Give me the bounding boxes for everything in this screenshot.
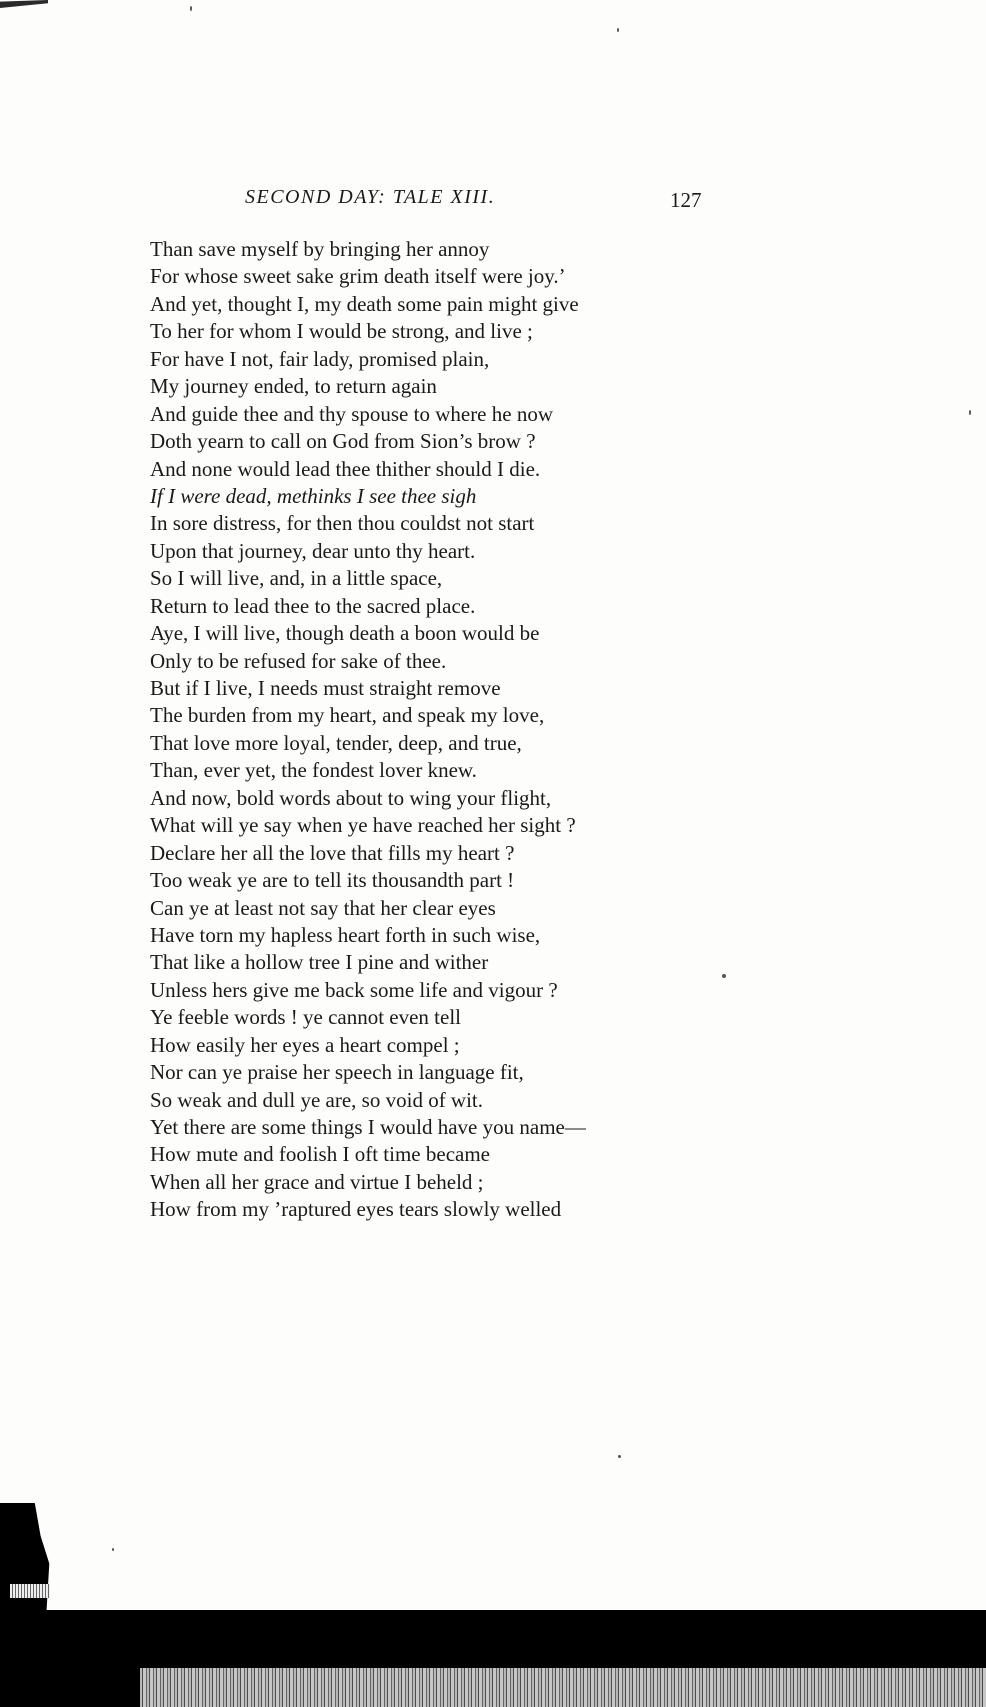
scan-speck [190, 6, 192, 11]
verse-line: Than save myself by bringing her annoy [150, 237, 490, 261]
scan-speck [722, 974, 726, 978]
running-head: SECOND DAY: TALE XIII. [245, 186, 496, 208]
verse-line: That love more loyal, tender, deep, and true, [150, 730, 522, 755]
verse-line: My journey ended, to return again [150, 374, 437, 399]
scan-edge-noise [10, 1584, 50, 1598]
verse-line: And none would lead thee thither should I die. [150, 456, 541, 481]
verse-line: Have torn my hapless heart forth in such wise, [150, 922, 541, 947]
verse-line: For have I not, fair lady, promised plain, [150, 346, 490, 371]
verse-line: Nor can ye praise her speech in language fit, [150, 1060, 524, 1085]
scan-speck [618, 1455, 621, 1458]
verse-line: Yet there are some things I would have you name— [150, 1115, 586, 1139]
verse-line: Too weak ye are to tell its thousandth part ! [150, 868, 515, 893]
scan-speck [112, 1548, 114, 1551]
verse-line: How easily her eyes a heart compel ; [150, 1032, 460, 1057]
verse-line: In sore distress, for then thou couldst not start [150, 511, 535, 536]
verse-line: What will ye say when ye have reached her sight ? [150, 813, 576, 838]
verse-line: The burden from my heart, and speak my love, [150, 703, 545, 728]
verse-line: And guide thee and thy spouse to where he now [150, 401, 553, 426]
verse-line: Unless hers give me back some life and vigour ? [150, 977, 558, 1002]
verse-line: That like a hollow tree I pine and wither [150, 950, 489, 975]
verse-line: How mute and foolish I oft time became [150, 1142, 490, 1167]
page-number: 127 [670, 188, 702, 212]
scan-corner-mark [0, 0, 48, 8]
verse-line: Than, ever yet, the fondest lover knew. [150, 758, 477, 783]
scan-speck [969, 410, 971, 415]
scan-speck [617, 28, 619, 32]
scan-bottom-noise [140, 1668, 986, 1707]
verse-line: And now, bold words about to wing your flight, [150, 785, 552, 810]
verse-line: Declare her all the love that fills my heart ? [150, 840, 515, 865]
verse-line: And yet, thought I, my death some pain might give [150, 291, 579, 316]
verse-line: Return to lead thee to the sacred place. [150, 593, 476, 618]
verse-line: For whose sweet sake grim death itself were joy.’ [150, 264, 566, 289]
verse-line: But if I live, I needs must straight remove [150, 676, 501, 700]
verse-line: Can ye at least not say that her clear eyes [150, 895, 496, 920]
verse-line: How from my ’raptured eyes tears slowly welled [150, 1197, 562, 1222]
verse-line: So weak and dull ye are, so void of wit. [150, 1087, 484, 1112]
verse-line: If I were dead, methinks I see thee sigh [150, 483, 477, 508]
verse-line: To her for whom I would be strong, and live ; [150, 319, 533, 344]
verse-line: When all her grace and virtue I beheld ; [150, 1169, 484, 1194]
verse-line: Only to be refused for sake of thee. [150, 648, 447, 673]
verse-line: Aye, I will live, though death a boon would be [150, 621, 540, 646]
verse-line: Ye feeble words ! ye cannot even tell [150, 1005, 462, 1030]
verse-line: Upon that journey, dear unto thy heart. [150, 538, 476, 563]
verse-line: So I will live, and, in a little space, [150, 566, 443, 591]
poem-verse [150, 236, 720, 1224]
verse-line: Doth yearn to call on God from Sion’s brow ? [150, 429, 536, 454]
